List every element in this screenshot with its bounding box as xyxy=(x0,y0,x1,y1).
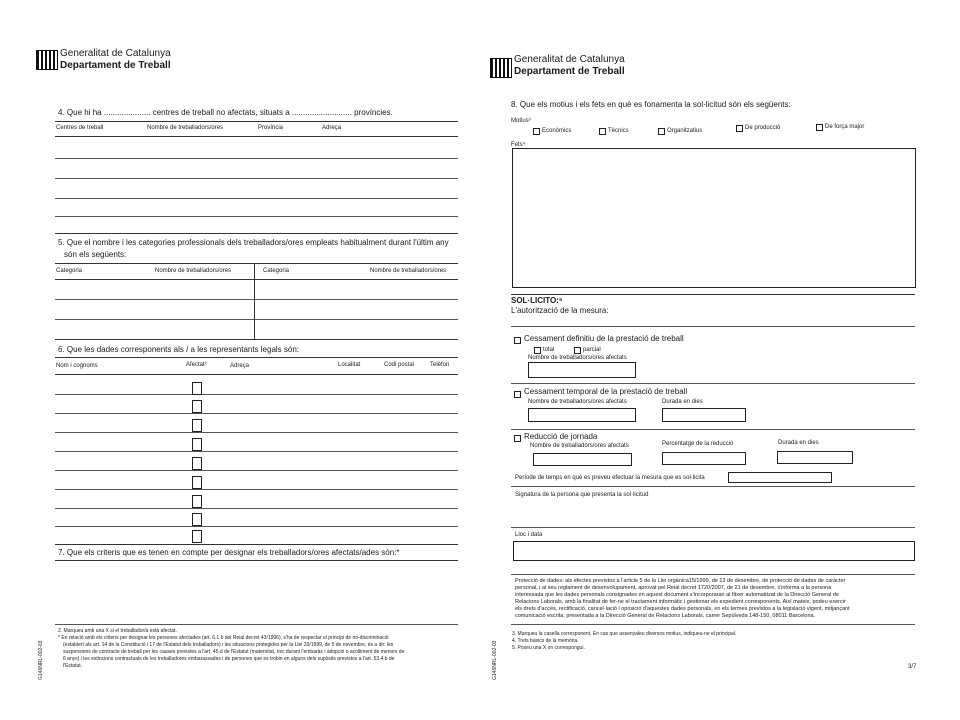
q6-col-adreca: Adreça xyxy=(230,363,250,369)
dept-name-left: Departament de Treball xyxy=(60,60,171,71)
motiu-forca-major-label: De força major xyxy=(825,124,865,130)
reduccio-num-input[interactable] xyxy=(533,453,632,466)
temporal-num-input[interactable] xyxy=(528,408,636,422)
reduccio-percent-label: Percentatge de la reducció xyxy=(662,441,734,447)
right-footnote-5: 5. Poseu una X on correspongui. xyxy=(512,645,585,651)
page-number: 3/7 xyxy=(908,664,917,670)
q4-col-nombre: Nombre de treballadors/ores xyxy=(147,125,224,131)
reduccio-jornada-label: Reducció de jornada xyxy=(524,432,598,441)
q8-fets-label: Fets⁴ xyxy=(511,142,526,148)
q6-afectat-checkbox-7[interactable] xyxy=(192,495,202,508)
q5-col-nombre-1: Nombre de treballadors/ores xyxy=(155,268,232,274)
proteccio-line-5: els drets d'accés, rectificació, cancel·lació i oposició d'aquestes dades personals, en els termes previstos a la legislació vigent, mitjançant xyxy=(515,606,850,612)
q5-col-categoria-2: Categoria xyxy=(263,268,290,274)
sollicito-subtitle: L'autorització de la mesura: xyxy=(511,306,609,315)
left-footnote-star-2: (establert als art. 14 de la Constitució i 17 de l'Estatut dels treballadors) i les situacions protegides per la Llei 39/1999, de 5 de novembre, és a dir: les xyxy=(63,642,394,648)
q6-afectat-checkbox-1[interactable] xyxy=(192,382,202,395)
left-side-code: G146NRL-002-03 xyxy=(38,640,44,680)
motiu-economics-label: Econòmics xyxy=(542,128,572,134)
motiu-produccio-label: De producció xyxy=(745,125,781,131)
proteccio-line-3: interessada que les dades personals consignades en aquest document s'incorporaran al fitxer automatitzat de la Direcció General de xyxy=(515,592,839,598)
cessament-temporal-checkbox[interactable] xyxy=(514,391,521,398)
motiu-forca-major-checkbox[interactable] xyxy=(816,124,823,131)
right-side-code: G146NRL-002-03 xyxy=(492,640,498,680)
lloc-data-label: Lloc i data xyxy=(515,532,543,538)
total-checkbox[interactable] xyxy=(534,347,541,354)
q5-title-line1: 5. Que el nombre i les categories professionals dels treballadors/ores empleats habitualment durant l'últim any xyxy=(58,238,449,247)
q6-col-localitat: Localitat xyxy=(338,362,361,368)
temporal-durada-label: Durada en dies xyxy=(662,399,703,405)
q6-col-codi: Codi postal xyxy=(384,362,415,368)
signatura-label: Signatura de la persona que presenta la sol·licitud xyxy=(515,492,649,498)
generalitat-logo-right xyxy=(490,58,512,78)
q6-col-telefon: Telèfon xyxy=(430,362,450,368)
definitiu-num-label: Nombre de treballadors/ores afectats xyxy=(528,355,627,361)
reduccio-num-label: Nombre de treballadors/ores afectats xyxy=(530,443,629,449)
q4-title: 4. Que hi ha ..................... centres de treball no afectats, situats a ........................... províncies. xyxy=(58,108,393,117)
reduccio-durada-input[interactable] xyxy=(777,451,853,464)
left-footnote-star-5: l'Estatut. xyxy=(63,663,83,669)
parcial-label: parcial xyxy=(583,347,601,353)
q5-col-categoria-1: Categoria xyxy=(56,268,83,274)
q6-col-afectat: Afectat² xyxy=(186,362,207,368)
q6-afectat-checkbox-8[interactable] xyxy=(192,513,202,526)
cessament-definitiu-label: Cessament definitiu de la prestació de treball xyxy=(524,334,684,343)
generalitat-logo-left xyxy=(36,50,58,70)
q6-afectat-checkbox-5[interactable] xyxy=(192,457,202,470)
motiu-organitzatius-label: Organitzatius xyxy=(667,128,703,134)
org-name-left: Generalitat de Catalunya xyxy=(60,48,171,59)
proteccio-line-4: Relacions Laborals, amb la finalitat de fer-ne el tractament informàtic i gestionar els expedient corresponents. Així mateix, podeu exercir xyxy=(515,599,846,605)
left-footnote-star-4: 6 anys) i les extincions contractuals de les treballadores embarassades i de persones que es trobin en alguns dels supòsits previstos a l'art. 53.4.b de xyxy=(63,656,395,662)
motiu-produccio-checkbox[interactable] xyxy=(736,125,743,132)
cessament-definitiu-checkbox[interactable] xyxy=(514,337,521,344)
sollicito-title: SOL·LICITO:⁵ xyxy=(511,296,563,305)
proteccio-line-2: personal, i al seu reglament de desenvolupament, aprovat pel Reial decret 1720/2007, de 21 de desembre, s'informa a la persona xyxy=(515,585,832,591)
motiu-tecnics-label: Tècnics xyxy=(608,128,629,134)
q5-title-line2: són els següents: xyxy=(64,250,127,259)
q4-col-centres: Centres de treball xyxy=(56,125,104,131)
q4-col-provincia: Província xyxy=(258,125,284,131)
reduccio-jornada-checkbox[interactable] xyxy=(514,435,521,442)
motiu-economics-checkbox[interactable] xyxy=(533,128,540,135)
q6-afectat-checkbox-2[interactable] xyxy=(192,400,202,413)
q8-motius-label: Motius³ xyxy=(511,118,531,124)
reduccio-percent-input[interactable] xyxy=(662,452,746,465)
periode-label: Període de temps en què es preveu efectuar la mesura que es sol·licita xyxy=(515,475,705,481)
q5-col-nombre-2: Nombre de treballadors/ores xyxy=(370,268,447,274)
motiu-tecnics-checkbox[interactable] xyxy=(599,128,606,135)
temporal-num-label: Nombre de treballadors/ores afectats xyxy=(528,399,627,405)
parcial-checkbox[interactable] xyxy=(574,347,581,354)
right-footnote-3: 3. Marqueu la casella corresponent. En cas que assenyaleu diversos motius, indiqueu-ne el principal. xyxy=(512,631,737,637)
fets-textarea[interactable] xyxy=(512,148,916,288)
q4-col-adreca: Adreça xyxy=(322,125,342,131)
q6-afectat-checkbox-6[interactable] xyxy=(192,476,202,489)
cessament-temporal-label: Cessament temporal de la prestació de treball xyxy=(524,387,688,396)
q6-col-nom: Nom i cognoms xyxy=(56,363,98,369)
q6-afectat-checkbox-4[interactable] xyxy=(192,438,202,451)
definitiu-num-input[interactable] xyxy=(528,362,636,378)
q7-title: 7. Que els criteris que es tenen en compte per designar els treballadors/ores afectats/ades són:* xyxy=(58,548,400,557)
proteccio-line-1: Protecció de dades: als efectes previstos a l'article 5 de la Llei orgànica15/1999, de 13 de desembre, de protecció de dades de caràcter xyxy=(515,578,846,584)
left-footnote-2: 2. Marqueu amb una X si el treballador/a està afectat. xyxy=(58,628,177,634)
left-footnote-star-1: * En relació amb els criteris per designar les persones afectades (art. 6.1.b del Reial decret 43/1996), s'ha de respectar el principi de no-discriminació xyxy=(58,635,389,641)
total-label: total xyxy=(543,347,555,353)
org-name-right: Generalitat de Catalunya xyxy=(514,54,625,65)
right-footnote-4: 4. Trets bàsics de la memòria. xyxy=(512,638,579,644)
motiu-organitzatius-checkbox[interactable] xyxy=(658,128,665,135)
dept-name-right: Departament de Treball xyxy=(514,66,625,77)
q6-title: 6. Que les dades corresponents als / a les representants legals són: xyxy=(58,345,300,354)
proteccio-line-6: comunicació escrita, presentada a la Direcció General de Relacions Laborals, carrer Sepúlveda 148-150, 08011 Barcelona. xyxy=(515,613,816,619)
left-footnote-star-3: suspensions de contracte de treball per les causes previstes a l'art. 45.d de l'Estatut (maternitat, risc durant l'embaràs i adopció o acolliment de menors de xyxy=(63,649,405,655)
temporal-durada-input[interactable] xyxy=(662,408,746,422)
q8-title: 8. Que els motius i els fets en què es fonamenta la sol·licitud són els següents: xyxy=(511,100,791,109)
lloc-data-input[interactable] xyxy=(513,541,915,561)
periode-input[interactable] xyxy=(728,472,832,483)
q6-afectat-checkbox-9[interactable] xyxy=(192,530,202,543)
q6-afectat-checkbox-3[interactable] xyxy=(192,419,202,432)
reduccio-durada-label: Durada en dies xyxy=(778,440,819,446)
